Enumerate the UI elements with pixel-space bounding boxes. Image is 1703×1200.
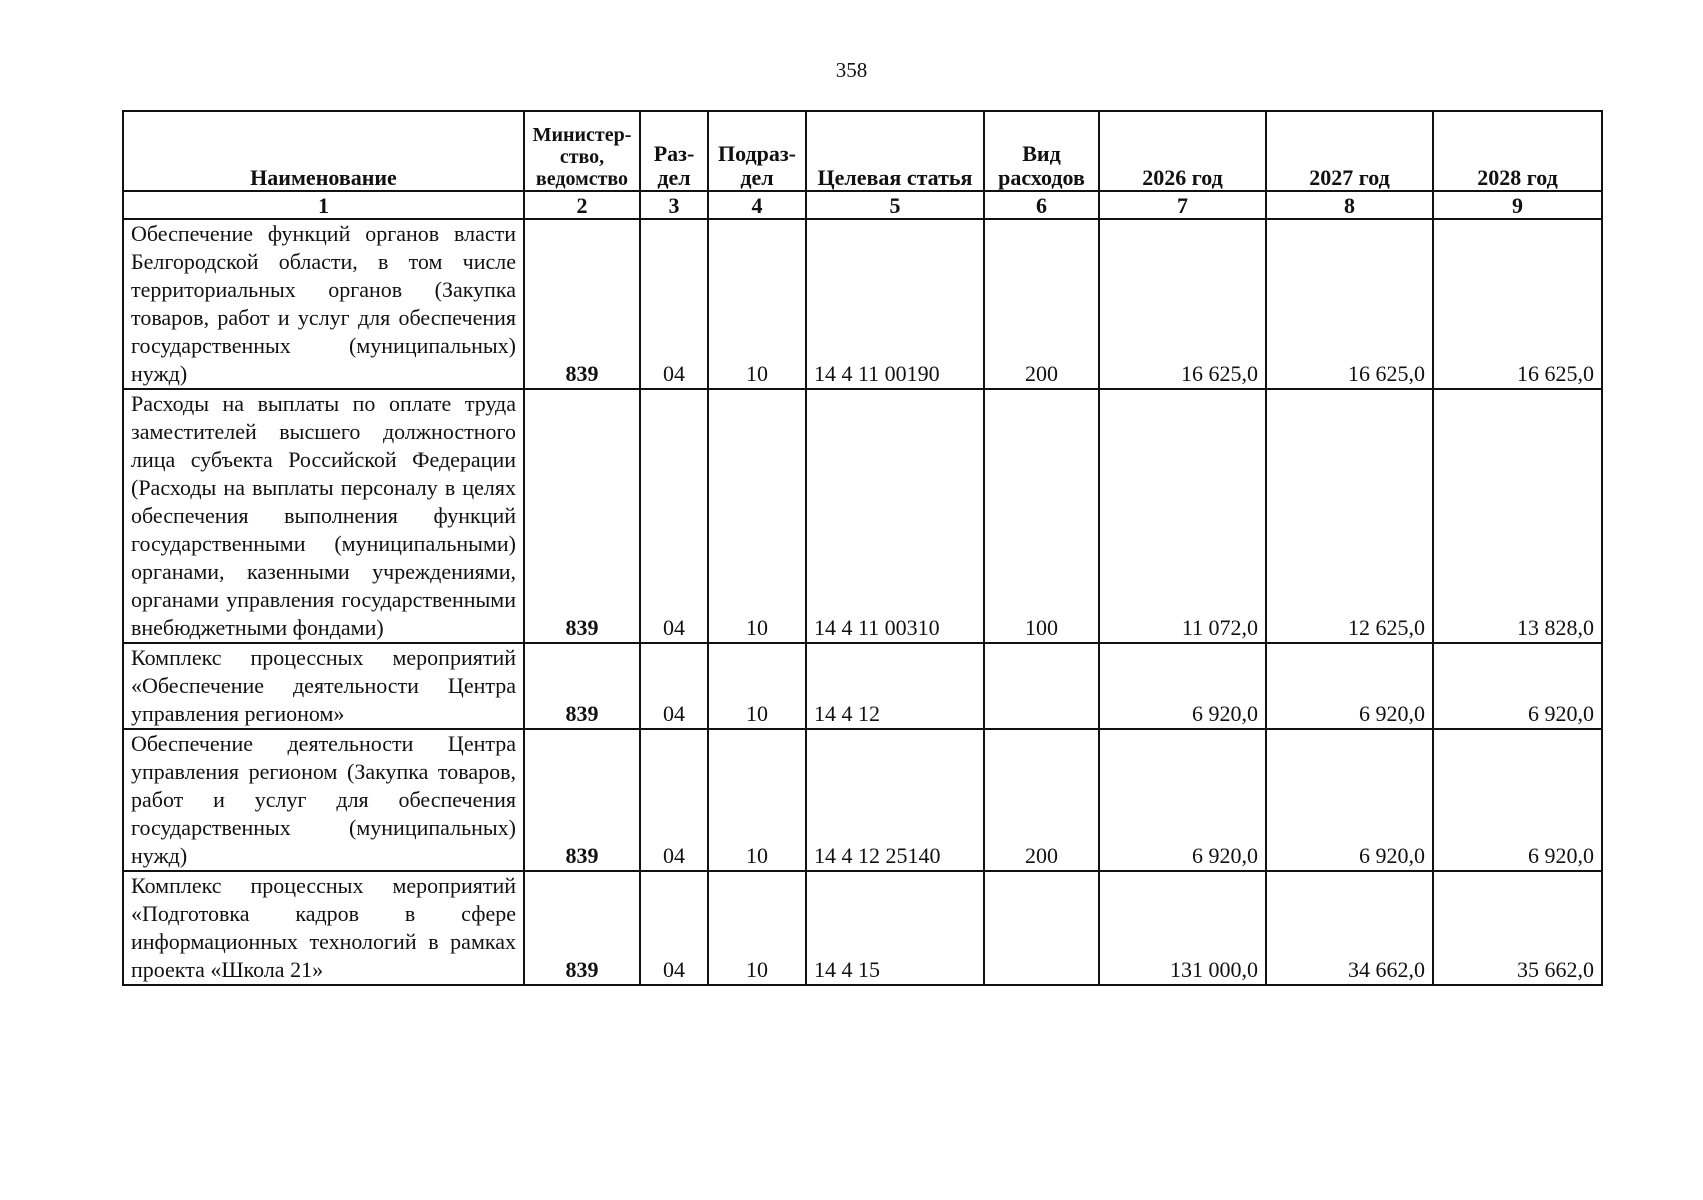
row-target: 14 4 12 [806,643,984,729]
row-subsection: 10 [708,219,806,389]
table-row [123,729,1602,871]
row-section: 04 [640,389,708,643]
row-amount-2028: 13 828,0 [1433,389,1602,643]
row-subsection: 10 [708,871,806,985]
table-row [123,219,1602,389]
column-number: 6 [984,191,1099,219]
row-amount-2026: 11 072,0 [1099,389,1266,643]
row-subsection: 10 [708,643,806,729]
row-amount-2026: 131 000,0 [1099,871,1266,985]
column-number-row [123,191,1602,219]
header-subsection: Подраз-дел [708,111,806,191]
column-number: 4 [708,191,806,219]
row-amount-2028: 35 662,0 [1433,871,1602,985]
row-expense-type [984,643,1099,729]
row-expense-type: 200 [984,219,1099,389]
column-number: 7 [1099,191,1266,219]
header-ministry: Министер-ство, ведомство [524,111,640,191]
header-section: Раз-дел [640,111,708,191]
row-amount-2028: 6 920,0 [1433,643,1602,729]
row-expense-type: 100 [984,389,1099,643]
header-target: Целевая статья [806,111,984,191]
row-name: Комплекс процессных мероприятий «Обеспечение деятельности Центра управления регионом» [123,643,524,729]
row-ministry: 839 [524,729,640,871]
header-2028: 2028 год [1433,111,1602,191]
row-name: Расходы на выплаты по оплате труда заместителей высшего должностного лица субъекта Российской Федерации (Расходы на выплаты персоналу в целях обеспечения выполнения функций государственными (муниципальными) органами, казенными учреждениями, органами управления государственными внебюджетными фондами) [123,389,524,643]
column-number: 5 [806,191,984,219]
row-target: 14 4 11 00310 [806,389,984,643]
column-number: 2 [524,191,640,219]
row-section: 04 [640,871,708,985]
row-ministry: 839 [524,643,640,729]
row-ministry: 839 [524,389,640,643]
table-row [123,871,1602,985]
row-amount-2027: 6 920,0 [1266,729,1433,871]
table-row [123,643,1602,729]
column-number: 8 [1266,191,1433,219]
column-number: 1 [123,191,524,219]
row-amount-2026: 6 920,0 [1099,729,1266,871]
row-amount-2027: 12 625,0 [1266,389,1433,643]
row-amount-2026: 16 625,0 [1099,219,1266,389]
row-expense-type: 200 [984,729,1099,871]
row-section: 04 [640,219,708,389]
row-subsection: 10 [708,729,806,871]
row-expense-type [984,871,1099,985]
header-2027: 2027 год [1266,111,1433,191]
row-section: 04 [640,643,708,729]
row-name: Обеспечение функций органов власти Белгородской области, в том числе территориальных органов (Закупка товаров, работ и услуг для обеспечения государственных (муниципальных) нужд) [123,219,524,389]
row-ministry: 839 [524,871,640,985]
header-name: Наименование [123,111,524,191]
header-expense-type: Вид расходов [984,111,1099,191]
row-amount-2028: 6 920,0 [1433,729,1602,871]
row-name: Обеспечение деятельности Центра управления регионом (Закупка товаров, работ и услуг для обеспечения государственных (муниципальных) нужд) [123,729,524,871]
row-amount-2027: 6 920,0 [1266,643,1433,729]
row-name: Комплекс процессных мероприятий «Подготовка кадров в сфере информационных технологий в рамках проекта «Школа 21» [123,871,524,985]
column-number: 3 [640,191,708,219]
row-target: 14 4 15 [806,871,984,985]
row-amount-2028: 16 625,0 [1433,219,1602,389]
row-target: 14 4 11 00190 [806,219,984,389]
row-amount-2027: 16 625,0 [1266,219,1433,389]
column-number: 9 [1433,191,1602,219]
row-target: 14 4 12 25140 [806,729,984,871]
row-ministry: 839 [524,219,640,389]
header-row [123,111,1602,191]
header-2026: 2026 год [1099,111,1266,191]
table-row [123,389,1602,643]
budget-table [122,110,1603,986]
row-subsection: 10 [708,389,806,643]
row-section: 04 [640,729,708,871]
row-amount-2026: 6 920,0 [1099,643,1266,729]
page-number: 358 [835,58,868,82]
row-amount-2027: 34 662,0 [1266,871,1433,985]
